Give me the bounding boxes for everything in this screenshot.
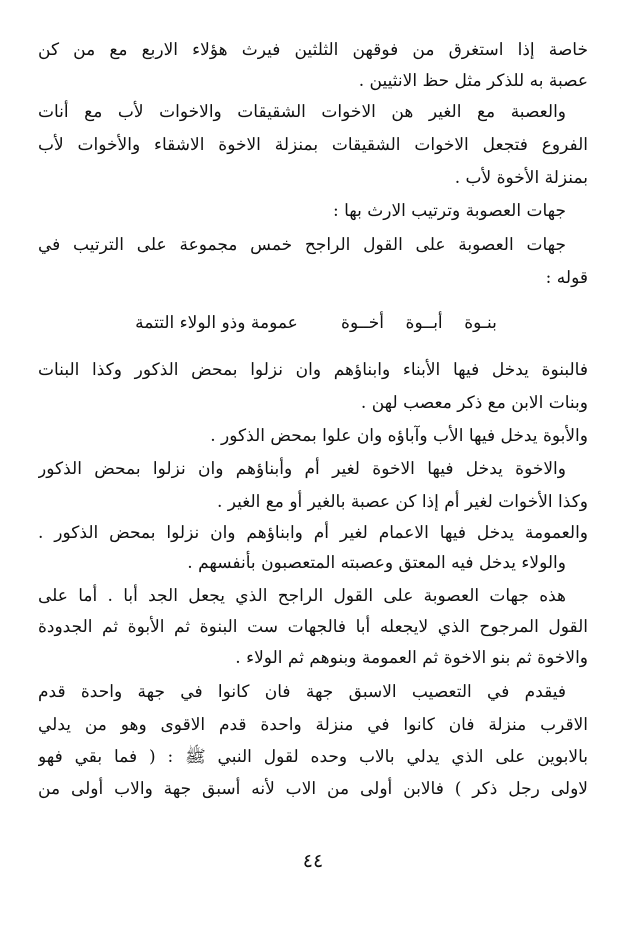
text-line-1: خاصة إذا استغرق من فوقهن الثلثين فيرث هؤلاء الاربع مع من كن [38, 40, 588, 60]
text-line-3: والعصبة مع الغير هن الاخوات الشقيقات والاخوات لأب مع أنات [38, 102, 566, 122]
text-line-2: عصبة به للذكر مثل حظ الانثيين . [358, 71, 588, 91]
text-line-13: وكذا الأخوات لغير أم إذا كن عصبة بالغير أو مع الغير . [216, 492, 588, 512]
text-line-10: وبنات الابن مع ذكر معصب لهن . [360, 393, 588, 413]
verse-line: بنـوة أبــوة أخــوة عمومة وذو الولاء التتمة [135, 313, 497, 333]
text-line-15: والولاء يدخل فيه المعتق وعصبته المتعصبون بأنفسهم . [187, 553, 566, 573]
text-line-19: فيقدم في التعصيب الاسبق جهة فان كانوا في جهة واحدة قدم [38, 682, 566, 702]
text-line-11: والأبوة يدخل فيها الأب وآباؤه وان علوا بمحض الذكور . [210, 426, 588, 446]
text-line-14: والعمومة يدخل فيها الاعمام لغير أم وابناؤهم وان نزلوا بمحض الذكور . [38, 523, 588, 543]
text-line-4: الفروع فتجعل الاخوات الشقيقات بمنزلة الاخوة الاشقاء والأخوات لأب [38, 135, 588, 155]
text-line-9: فالبنوة يدخل فيها الأبناء وابناؤهم وان نزلوا بمحض الذكور وكذا البنات [38, 360, 588, 380]
text-line-21: بالابوين على الذي يدلي بالاب وحده لقول النبي ﷺ : ( فما بقي فهو [38, 747, 588, 767]
text-line-7: جهات العصوبة على القول الراجح خمس مجموعة على الترتيب في [38, 235, 566, 255]
text-line-5: بمنزلة الأخوة لأب . [454, 168, 588, 188]
text-line-22: لاولى رجل ذكر ) فالابن أولى من الاب لأنه أسبق جهة والاب أولى من [38, 779, 588, 799]
section-heading: جهات العصوبة وترتيب الارث بها : [332, 201, 566, 221]
text-line-20: الاقرب منزلة فان كانوا في منزلة واحدة قدم الاقوى وهو من يدلي [38, 715, 588, 735]
text-line-12: والاخوة يدخل فيها الاخوة لغير أم وأبناؤهم وان نزلوا بمحض الذكور [38, 459, 566, 479]
page-number: ٤٤ [302, 850, 324, 872]
text-line-17: القول المرجوح الذي لايجعله أبا فالجهات ست البنوة ثم الأبوة ثم الجدودة [38, 617, 588, 637]
text-line-18: والاخوة ثم بنو الاخوة ثم العمومة وبنوهم ثم الولاء . [235, 648, 588, 668]
text-line-16: هذه جهات العصوبة على القول الراجح الذي يجعل الجد أبا . أما على [38, 586, 566, 606]
text-line-8: قوله : [545, 268, 588, 288]
